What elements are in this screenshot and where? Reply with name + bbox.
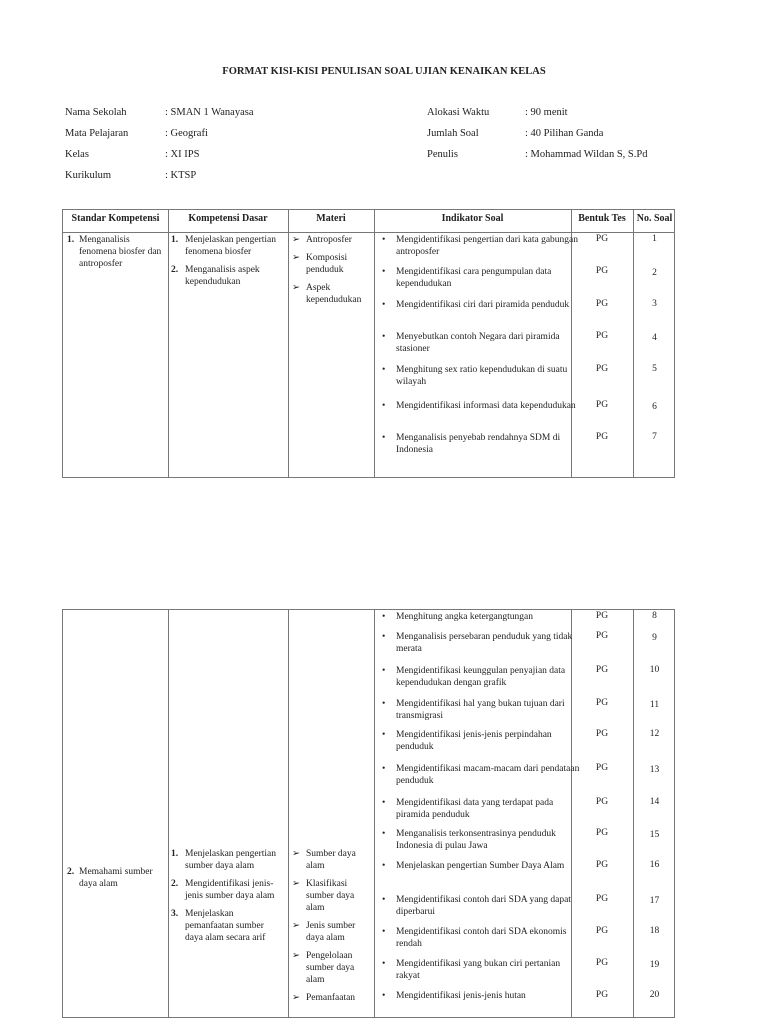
nomor-soal: 10 — [649, 665, 660, 675]
header-cell: No. Soal — [636, 213, 673, 224]
bullet-icon: • — [382, 632, 386, 642]
bentuk-tes: PG — [595, 958, 609, 968]
bullet-icon: • — [382, 235, 386, 245]
header-cell: Kompetensi Dasar — [188, 213, 268, 224]
indicator-label: Mengidentifikasi pengertian dari kata gabungan antroposfer — [396, 235, 579, 257]
bentuk-tes: PG — [595, 763, 609, 773]
bentuk-tes: PG — [595, 234, 609, 244]
materi-text: Jenis sumber daya alam — [306, 921, 356, 943]
kd-text: Menjelaskan pengertian sumber daya alam — [185, 849, 277, 871]
indicator-label: Mengidentifikasi contoh dari SDA ekonomis rendah — [396, 927, 567, 949]
bullet-icon: • — [382, 300, 386, 310]
nomor-soal: 2 — [652, 268, 657, 278]
info-value: : Geografi — [165, 128, 208, 139]
kd-number: 2. — [171, 879, 179, 889]
nomor-soal: 5 — [652, 364, 657, 374]
indicator-label: Mengidentifikasi jenis-jenis hutan — [396, 991, 526, 1001]
bullet-icon: • — [382, 991, 386, 1001]
bentuk-tes: PG — [595, 894, 609, 904]
bullet-icon: • — [382, 959, 386, 969]
indicator-row — [63, 958, 674, 990]
arrow-bullet-icon: ➢ — [292, 235, 300, 245]
indicator-row — [63, 797, 674, 829]
info-label: Mata Pelajaran — [65, 128, 129, 139]
nomor-soal: 11 — [649, 700, 660, 710]
bentuk-tes: PG — [595, 331, 609, 341]
indicator-row — [63, 894, 674, 926]
arrow-bullet-icon: ➢ — [292, 849, 300, 859]
info-label: Kurikulum — [65, 170, 112, 181]
bentuk-tes: PG — [595, 266, 609, 276]
sk-text: Memahami sumber daya alam — [79, 867, 153, 889]
bentuk-tes: PG — [595, 729, 609, 739]
materi-text: Aspek kependudukan — [306, 283, 362, 305]
indicator-text — [382, 299, 586, 311]
bullet-icon: • — [382, 895, 386, 905]
arrow-bullet-icon: ➢ — [292, 921, 300, 931]
bentuk-tes: PG — [595, 400, 609, 410]
materi-text: Sumber daya alam — [306, 849, 356, 871]
info-label: Kelas — [65, 149, 89, 160]
indicator-text — [382, 631, 586, 655]
bentuk-tes: PG — [595, 299, 609, 309]
indicator-row — [63, 729, 674, 761]
bentuk-tes: PG — [595, 611, 609, 621]
materi-text: Pemanfaatan — [306, 993, 356, 1003]
indicator-label: Menganalisis penyebab rendahnya SDM di Indonesia — [396, 433, 561, 455]
bentuk-tes: PG — [595, 364, 609, 374]
bentuk-tes: PG — [595, 926, 609, 936]
info-label: Penulis — [427, 149, 458, 160]
nomor-soal: 7 — [652, 432, 657, 442]
indicator-text — [382, 763, 586, 787]
indicator-label: Mengidentifikasi macam-macam dari pendataan penduduk — [396, 764, 580, 786]
indicator-text — [382, 665, 586, 689]
kd-text: Menganalisis aspek kependudukan — [185, 265, 260, 287]
nomor-soal: 13 — [649, 765, 660, 775]
nomor-soal: 19 — [649, 960, 660, 970]
bentuk-tes: PG — [595, 828, 609, 838]
indicator-text — [382, 400, 586, 412]
indicator-text — [382, 698, 586, 722]
bentuk-tes: PG — [595, 631, 609, 641]
arrow-bullet-icon: ➢ — [292, 951, 300, 961]
bullet-icon: • — [382, 829, 386, 839]
kisi-kisi-table-1 — [62, 209, 675, 478]
arrow-bullet-icon: ➢ — [292, 993, 300, 1003]
kisi-kisi-table-2 — [62, 609, 675, 1018]
indicator-label: Mengidentifikasi yang bukan ciri pertanian rakyat — [396, 959, 561, 981]
nomor-soal: 12 — [649, 729, 660, 739]
indicator-label: Menyebutkan contoh Negara dari piramida stasioner — [396, 332, 560, 354]
indicator-text — [382, 958, 586, 982]
indicator-row — [63, 860, 674, 892]
indicator-row — [63, 990, 674, 1022]
kd-text: Menjelaskan pemanfaatan sumber daya alam secara arif — [185, 909, 266, 943]
bullet-icon: • — [382, 927, 386, 937]
header-cell: Materi — [316, 213, 346, 224]
info-value: : Mohammad Wildan S, S.Pd — [525, 149, 648, 160]
indicator-label: Menjelaskan pengertian Sumber Daya Alam — [396, 861, 565, 871]
info-label: Nama Sekolah — [65, 107, 127, 118]
indicator-label: Mengidentifikasi jenis-jenis perpindahan penduduk — [396, 730, 552, 752]
indicator-text — [382, 266, 586, 290]
indicator-row — [63, 266, 674, 298]
indicator-text — [382, 797, 586, 821]
indicator-text — [382, 432, 586, 456]
bullet-icon: • — [382, 332, 386, 342]
indicator-label: Menganalisis terkonsentrasinya penduduk Indonesia di pulau Jawa — [396, 829, 556, 851]
info-label: Jumlah Soal — [427, 128, 479, 139]
sk-text: Menganalisis fenomena biosfer dan antroposfer — [79, 235, 162, 269]
bullet-icon: • — [382, 433, 386, 443]
indicator-text — [382, 926, 586, 950]
nomor-soal: 16 — [649, 860, 660, 870]
bullet-icon: • — [382, 764, 386, 774]
indicator-label: Menghitung sex ratio kependudukan di suatu wilayah — [396, 365, 568, 387]
indicator-label: Mengidentifikasi ciri dari piramida penduduk — [396, 300, 570, 310]
sk-number: 2. — [67, 867, 75, 877]
nomor-soal: 18 — [649, 926, 660, 936]
info-value: : XI IPS — [165, 149, 200, 160]
bentuk-tes: PG — [595, 665, 609, 675]
indicator-text — [382, 894, 586, 918]
nomor-soal: 1 — [652, 234, 657, 244]
bentuk-tes: PG — [595, 432, 609, 442]
table-header — [63, 210, 674, 233]
info-value: : KTSP — [165, 170, 197, 181]
materi-text: Komposisi penduduk — [306, 253, 348, 275]
kd-number: 2. — [171, 265, 179, 275]
indicator-label: Mengidentifikasi keunggulan penyajian data kependudukan dengan grafik — [396, 666, 566, 688]
bullet-icon: • — [382, 699, 386, 709]
nomor-soal: 14 — [649, 797, 660, 807]
indicator-row — [63, 631, 674, 663]
materi-text: Antroposfer — [306, 235, 352, 245]
indicator-row — [63, 926, 674, 958]
indicator-label: Menganalisis persebaran penduduk yang tidak merata — [396, 632, 573, 654]
indicator-row — [63, 299, 674, 331]
indicator-row — [63, 331, 674, 363]
indicator-row — [63, 432, 674, 464]
indicator-label: Mengidentifikasi data yang terdapat pada piramida penduduk — [396, 798, 554, 820]
indicator-label: Mengidentifikasi cara pengumpulan data kependudukan — [396, 267, 552, 289]
nomor-soal: 6 — [652, 402, 657, 412]
indicator-row — [63, 698, 674, 730]
arrow-bullet-icon: ➢ — [292, 879, 300, 889]
document-title: FORMAT KISI-KISI PENULISAN SOAL UJIAN KENAIKAN KELAS — [222, 66, 546, 77]
info-value: : SMAN 1 Wanayasa — [165, 107, 254, 118]
kd-number: 1. — [171, 849, 179, 859]
arrow-bullet-icon: ➢ — [292, 253, 300, 263]
indicator-row — [63, 828, 674, 860]
indicator-row — [63, 364, 674, 396]
bullet-icon: • — [382, 401, 386, 411]
nomor-soal: 8 — [652, 611, 657, 621]
nomor-soal: 3 — [652, 299, 657, 309]
indicator-row — [63, 400, 674, 432]
materi-text: Klasifikasi sumber daya alam — [306, 879, 355, 913]
indicator-label: Mengidentifikasi contoh dari SDA yang dapat diperbarui — [396, 895, 571, 917]
materi-text: Pengelolaan sumber daya alam — [306, 951, 355, 985]
nomor-soal: 15 — [649, 830, 660, 840]
header-cell: Bentuk Tes — [578, 213, 626, 224]
indicator-row — [63, 665, 674, 697]
arrow-bullet-icon: ➢ — [292, 283, 300, 293]
sk-number: 1. — [67, 235, 75, 245]
nomor-soal: 20 — [649, 990, 660, 1000]
header-cell: Standar Kompetensi — [71, 213, 160, 224]
indicator-text — [382, 364, 586, 388]
bullet-icon: • — [382, 798, 386, 808]
indicator-text — [382, 990, 586, 1002]
nomor-soal: 17 — [649, 896, 660, 906]
bullet-icon: • — [382, 612, 386, 622]
kd-number: 1. — [171, 235, 179, 245]
kd-number: 3. — [171, 909, 179, 919]
indicator-row — [63, 763, 674, 795]
indicator-text — [382, 331, 586, 355]
indicator-text — [382, 860, 586, 872]
bullet-icon: • — [382, 365, 386, 375]
indicator-label: Mengidentifikasi informasi data kependudukan — [396, 401, 576, 411]
nomor-soal: 9 — [652, 633, 657, 643]
bentuk-tes: PG — [595, 990, 609, 1000]
indicator-label: Mengidentifikasi hal yang bukan tujuan dari transmigrasi — [396, 699, 565, 721]
bullet-icon: • — [382, 267, 386, 277]
bentuk-tes: PG — [595, 797, 609, 807]
header-cell: Indikator Soal — [441, 213, 504, 224]
indicator-text — [382, 611, 586, 623]
info-value: : 90 menit — [525, 107, 568, 118]
indicator-label: Menghitung angka ketergangtungan — [396, 612, 534, 622]
indicator-row — [63, 234, 674, 266]
indicator-text — [382, 828, 586, 852]
bentuk-tes: PG — [595, 860, 609, 870]
bentuk-tes: PG — [595, 698, 609, 708]
nomor-soal: 4 — [652, 333, 657, 343]
info-label: Alokasi Waktu — [427, 107, 490, 118]
bullet-icon: • — [382, 730, 386, 740]
indicator-text — [382, 234, 586, 258]
info-value: : 40 Pilihan Ganda — [525, 128, 604, 139]
kd-text: Mengidentifikasi jenis-jenis sumber daya alam — [185, 879, 275, 901]
indicator-text — [382, 729, 586, 753]
kd-text: Menjelaskan pengertian fenomena biosfer — [185, 235, 277, 257]
bullet-icon: • — [382, 861, 386, 871]
bullet-icon: • — [382, 666, 386, 676]
